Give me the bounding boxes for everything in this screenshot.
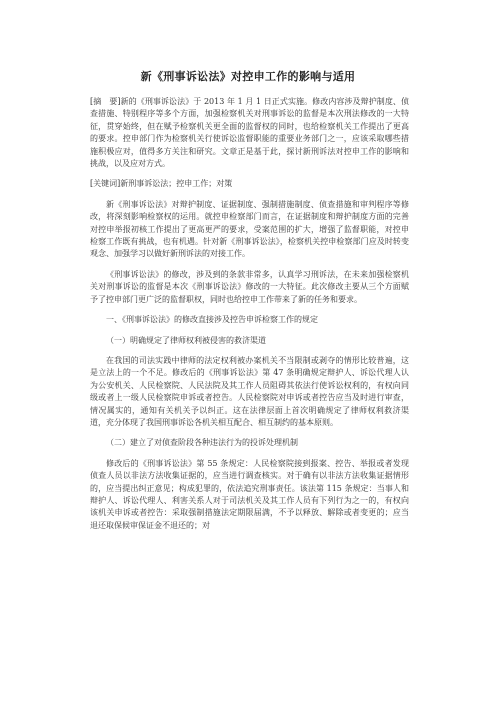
body-paragraph-2: 《刑事诉讼法》的修改，涉及到的条款非常多，认真学习刑诉法，在未来加强检察机关对刑事诉讼的监督是本次《刑事诉讼法》修改的一大特征。此次修改主要从三个方面赋予了控申部门更广泛的监督职权，同时也给控申工作带来了新的任务和要求。	[90, 269, 409, 304]
keywords-paragraph: [关键词]新刑事诉讼法；控申工作；对策	[90, 179, 233, 189]
subsection-body-2: 修改后的《刑事诉讼法》第 55 条规定：人民检察院接到报案、控告、举报或者发现侦查人员以非法方法收集证据的，应当进行调查核实。对于确有以非法方法收集证据情形的，应当提出纠正意见；构成犯罪的，依法追究刑事责任。该法第 115 条规定：当事人和辩护人、诉讼代理人、利害关系人对于司法机关及其工作人员有下列行为之一的，有权向该机关申诉或者控告：采取强制措施法定期限届满，不予以释放、解除或者变更的；应当退还取保候审保证金不退还的；对	[90, 458, 409, 530]
body-paragraph-1: 新《刑事诉讼法》对辩护制度、证据制度、强制措施制度、侦查措施和审判程序等修改，将深刻影响检察权的运用。就控申检察部门而言，在证据制度和辩护制度方面的完善对控申举报初核工作提出了更高更严的要求，受案范围的扩大，增强了监督职能，对控申检察工作既有挑战，也有机遇。针对新《刑事诉讼法》，检察机关控申检察部门应及时转变观念、加强学习以做好新刑诉法的对接工作。	[90, 199, 409, 259]
abstract-paragraph: [摘 要]新的《刑事诉讼法》于 2013 年 1 月 1 日正式实施。修改内容涉及辩护制度、侦查措施、特别程序等多个方面，加强检察机关对刑事诉讼的监督是本次刑法修改的一大特征，贯穿始终，但在赋予检察机关更全面的监督权的同时，也给检察机关工作提出了更高的要求。控申部门作为检察机关行使诉讼监督职能的重要业务部门之一，应该采取哪些措施积极应对，值得多方关注和研究。文章正是基于此，探讨新刑诉法对控申工作的影响和挑战，以及应对方式。	[90, 97, 409, 169]
document-title: 新《刑事诉讼法》对控申工作的影响与适用	[140, 70, 356, 83]
subsection-heading-1: （一）明确规定了律师权利被侵害的救济渠道	[106, 335, 266, 345]
section-heading-1: 一、《刑事诉讼法》的修改直接涉及控告申诉检察工作的规定	[106, 315, 318, 325]
subsection-body-1: 在我国的司法实践中律师的法定权利被办案机关不当限制或剥夺的情形比较普遍，这是立法上的一个不足。修改后的《刑事诉讼法》第 47 条明确规定辩护人、诉讼代理人认为公安机关、人民检察院、人民法院及其工作人员阻碍其依法行使诉讼权利的，有权向同级或者上一级人民检察院申诉或者控告。人民检察院对申诉或者控告应当及时进行审查，情况属实的，通知有关机关予以纠正。这在法律层面上首次明确规定了律师权利救济渠道，充分体现了我国刑事诉讼各机关相互配合、相互制约的基本原则。	[90, 355, 409, 427]
document-body	[90, 96, 409, 535]
subsection-heading-2: （二）建立了对侦查阶段各种违法行为的投诉处理机制	[106, 438, 298, 448]
